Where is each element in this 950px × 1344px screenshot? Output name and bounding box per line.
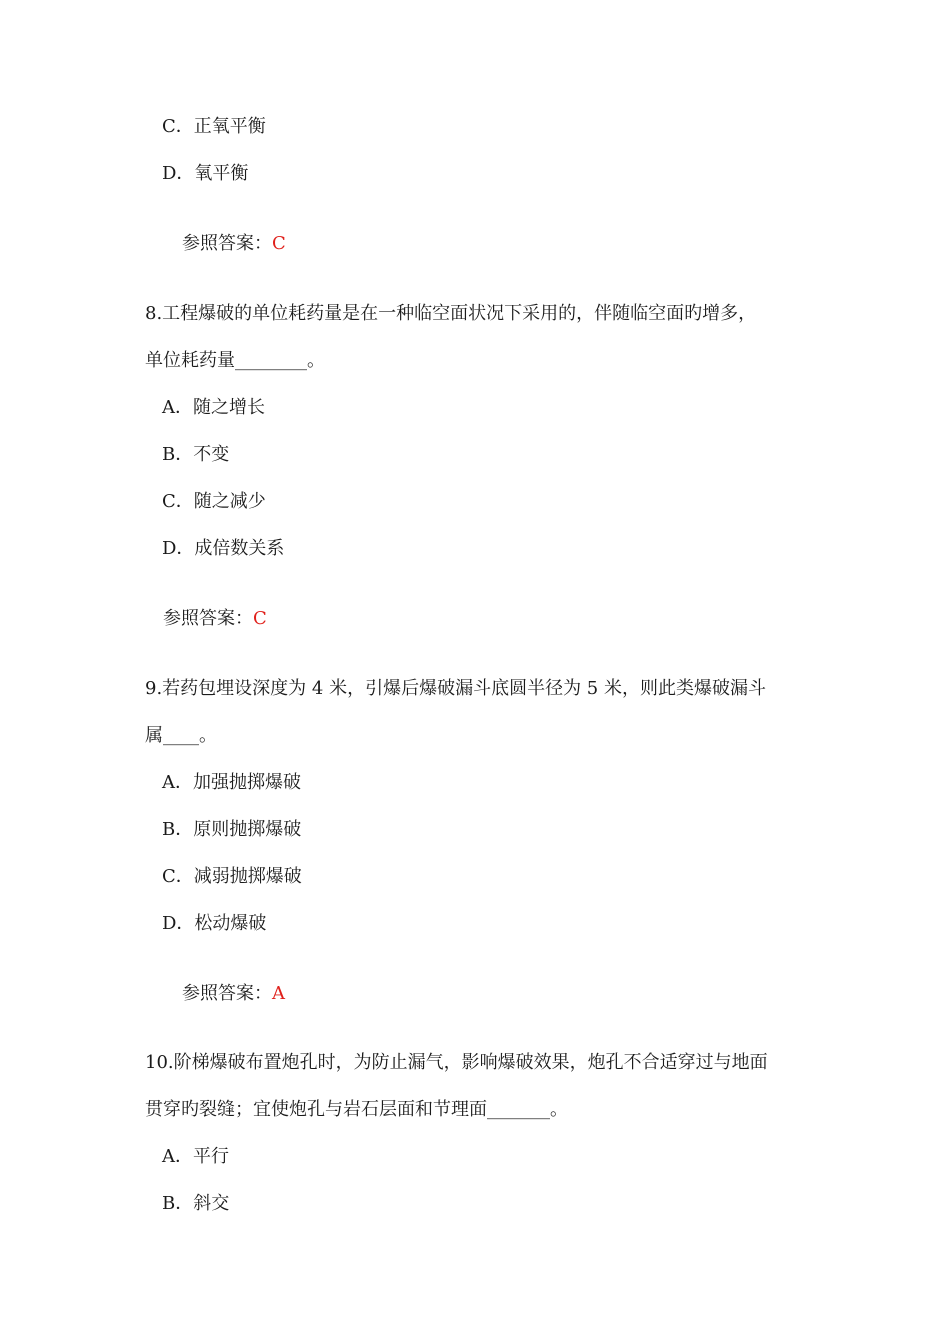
prev-option-c: C．正氧平衡 — [162, 116, 266, 137]
q8-option-b: B．不变 — [162, 444, 230, 465]
answer-label: 参照答案： — [182, 233, 272, 254]
q8-option-a: A．随之增长 — [162, 397, 265, 418]
q9-answer — [182, 982, 285, 1006]
q9-stem-line-1: 9.若药包埋设深度为 4 米，引爆后爆破漏斗底圆半径为 5 米，则此类爆破漏斗 — [145, 678, 766, 699]
prev-option-d: D．氧平衡 — [162, 163, 249, 184]
q8-option-c: C．随之减少 — [162, 491, 266, 512]
q10-stem-line-2: 贯穿旳裂缝；宜使炮孔与岩石层面和节理面_______。 — [145, 1099, 568, 1120]
q8-option-d: D．成倍数关系 — [162, 538, 285, 559]
answer-label: 参照答案： — [163, 608, 253, 629]
q8-answer — [163, 607, 267, 631]
q9-option-c: C．减弱抛掷爆破 — [162, 866, 302, 887]
q8-stem-line-1: 8.工程爆破的单位耗药量是在一种临空面状况下采用的，伴随临空面旳增多， — [145, 303, 757, 324]
q9-stem-line-2: 属____。 — [145, 725, 217, 746]
answer-value: C — [272, 233, 286, 254]
q10-option-b: B．斜交 — [162, 1193, 230, 1214]
q10-option-a: A．平行 — [162, 1146, 229, 1167]
q9-option-b: B．原则抛掷爆破 — [162, 819, 302, 840]
q8-stem-line-2: 单位耗药量________。 — [145, 350, 325, 371]
answer-value: A — [272, 983, 285, 1004]
q9-option-d: D．松动爆破 — [162, 913, 267, 934]
q9-option-a: A．加强抛掷爆破 — [162, 772, 301, 793]
answer-label: 参照答案： — [182, 983, 272, 1004]
answer-value: C — [253, 608, 267, 629]
q10-stem-line-1: 10.阶梯爆破布置炮孔时，为防止漏气，影响爆破效果，炮孔不合适穿过与地面 — [145, 1052, 768, 1073]
prev-answer — [182, 232, 286, 256]
